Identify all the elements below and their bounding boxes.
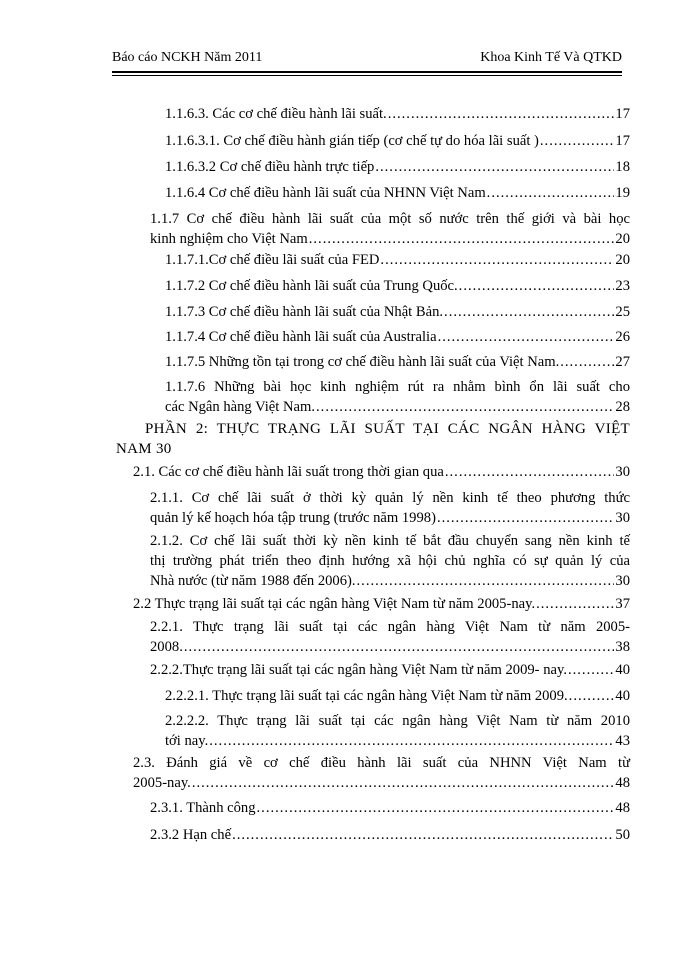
header-right-title: Khoa Kinh Tế Và QTKD: [480, 50, 622, 65]
toc-entry-title: Nhà nước (từ năm 1988 đến 2006).: [150, 573, 356, 589]
toc-entry-title: 1.1.6.4 Cơ chế điều hành lãi suất của NHNN Việt Nam: [165, 185, 486, 201]
toc-page-number: 17: [615, 106, 630, 122]
toc-entry[interactable]: [165, 157, 630, 177]
header-rule-thin: [112, 75, 622, 76]
toc-entry-title: 2.2.2.Thực trạng lãi suất tại các ngân hàng Việt Nam từ năm 2009- nay.: [150, 662, 567, 678]
toc-leader-dots: [437, 508, 614, 528]
toc-entry[interactable]: [150, 798, 630, 818]
toc-page-number: 40: [615, 688, 630, 704]
toc-leader-dots: [568, 660, 614, 680]
toc-entry[interactable]: [150, 660, 630, 680]
toc-leader-dots: [445, 462, 615, 482]
toc-entry-title: 1.1.6.3.1. Cơ chế điều hành gián tiếp (cơ chế tự do hóa lãi suất ): [165, 133, 539, 149]
toc-page-number: 20: [615, 231, 630, 247]
toc-page-number: 48: [615, 775, 630, 791]
toc-leader-dots: [232, 825, 614, 845]
toc-entry-title: 2.2.2.1. Thực trạng lãi suất tại các ngân hàng Việt Nam từ năm 2009.: [165, 688, 568, 704]
toc-entry-title: 1.1.6.3.2 Cơ chế điều hành trực tiếp: [165, 159, 375, 175]
header-rule: [112, 71, 622, 73]
toc-leader-dots: [316, 397, 614, 417]
toc-entry[interactable]: [165, 183, 630, 203]
toc-leader-dots: [375, 157, 614, 177]
toc-entry-title: 2005-nay.: [133, 775, 191, 791]
toc-entry-title: các Ngân hàng Việt Nam.: [165, 399, 316, 415]
toc-entry-title: quản lý kế hoạch hóa tập trung (trước năm 1998): [150, 510, 436, 526]
toc-entry[interactable]: [165, 686, 630, 706]
toc-entry-title: 1.1.7.2 Cơ chế điều hành lãi suất của Trung Quốc.: [165, 278, 458, 294]
toc-entry[interactable]: [165, 131, 630, 151]
toc-leader-dots: [257, 798, 615, 818]
toc-entry-title: 2.1. Các cơ chế điều hành lãi suất trong thời gian qua: [133, 464, 444, 480]
toc-entry-title-line: 2.1.2. Cơ chế lãi suất thời kỳ nền kinh tế bắt đầu chuyển sang nền kinh tế: [150, 533, 630, 549]
toc-leader-dots: [184, 637, 615, 657]
toc-part-heading[interactable]: [116, 419, 630, 459]
toc-entry-title: 2.2 Thực trạng lãi suất tại các ngân hàng Việt Nam từ năm 2005-nay.: [133, 596, 536, 612]
toc-leader-dots: [536, 594, 614, 614]
toc-entry-title: 1.1.6.3. Các cơ chế điều hành lãi suất.: [165, 106, 387, 122]
toc-entry[interactable]: [165, 302, 630, 322]
toc-entry[interactable]: [165, 250, 630, 270]
toc-leader-dots: [444, 302, 614, 322]
toc-page-number: 30: [615, 464, 630, 480]
toc-entry-title: 1.1.7.3 Cơ chế điều hành lãi suất của Nhật Bản.: [165, 304, 444, 320]
toc-entry-title: tới nay.: [165, 733, 209, 749]
toc-entry[interactable]: [150, 209, 630, 249]
toc-leader-dots: [569, 686, 615, 706]
toc-page-number: 40: [615, 662, 630, 678]
toc-entry[interactable]: [165, 377, 630, 417]
toc-leader-dots: [388, 104, 615, 124]
toc-entry-title-line: 1.1.7.6 Những bài học kinh nghiệm rút ra nhằm bình ổn lãi suất cho: [165, 379, 630, 395]
toc-leader-dots: [487, 183, 615, 203]
page-header: [112, 44, 622, 74]
toc-part-heading-line: NAM 30: [116, 441, 172, 457]
toc-leader-dots: [357, 571, 615, 591]
toc-leader-dots: [540, 131, 615, 151]
toc-page-number: 23: [615, 278, 630, 294]
toc-entry[interactable]: [165, 104, 630, 124]
toc-entry-title: 1.1.7.4 Cơ chế điều hành lãi suất của Australia: [165, 329, 437, 345]
toc-page-number: 28: [615, 399, 630, 415]
toc-page-number: 30: [615, 573, 630, 589]
toc-page-number: 17: [615, 133, 630, 149]
toc-page-number: 27: [615, 354, 630, 370]
toc-page-number: 26: [615, 329, 630, 345]
toc-entry-title-line: thị trường phát triển theo định hướng xã hội chủ nghĩa có sự quản lý của: [150, 553, 630, 569]
toc-entry[interactable]: [165, 276, 630, 296]
toc-part-heading-line: PHẦN 2: THỰC TRẠNG LÃI SUẤT TẠI CÁC NGÂN HÀNG VIỆT: [145, 421, 630, 437]
toc-page-number: 38: [615, 639, 630, 655]
toc-entry-title: 1.1.7.5 Những tồn tại trong cơ chế điều hành lãi suất của Việt Nam.: [165, 354, 560, 370]
toc-entry[interactable]: [133, 462, 630, 482]
toc-leader-dots: [209, 731, 614, 751]
toc-entry-title: kinh nghiệm cho Việt Nam: [150, 231, 308, 247]
toc-page-number: 50: [615, 827, 630, 843]
toc-entry[interactable]: [165, 352, 630, 372]
toc-leader-dots: [380, 250, 614, 270]
toc-entry[interactable]: [150, 617, 630, 657]
toc-entry-title-line: 2.1.1. Cơ chế lãi suất ở thời kỳ quản lý nền kinh tế theo phương thức: [150, 490, 630, 506]
toc-page-number: 25: [615, 304, 630, 320]
toc-page-number: 43: [615, 733, 630, 749]
toc-entry-title: 2.3.2 Hạn chế: [150, 827, 232, 843]
toc-page-number: 18: [615, 159, 630, 175]
toc-leader-dots: [309, 229, 615, 249]
toc-entry[interactable]: [133, 594, 630, 614]
toc-leader-dots: [560, 352, 614, 372]
toc-page-number: 30: [615, 510, 630, 526]
toc-leader-dots: [459, 276, 615, 296]
toc-entry[interactable]: [165, 711, 630, 751]
toc-entry-title: 1.1.7.1.Cơ chế điều lãi suất của FED: [165, 252, 380, 268]
toc-page-number: 37: [615, 596, 630, 612]
toc-entry[interactable]: [133, 753, 630, 793]
toc-page-number: 19: [615, 185, 630, 201]
toc-page-number: 20: [615, 252, 630, 268]
header-left-title: Báo cáo NCKH Năm 2011: [112, 50, 263, 65]
toc-entry-title-line: 2.2.1. Thực trạng lãi suất tại các ngân hàng Việt Nam từ năm 2005-: [150, 619, 630, 635]
toc-entry[interactable]: [165, 327, 630, 347]
toc-entry-title-line: 1.1.7 Cơ chế điều hành lãi suất của một số nước trên thế giới và bài học: [150, 211, 630, 227]
toc-entry[interactable]: [150, 825, 630, 845]
toc-leader-dots: [192, 773, 615, 793]
toc-entry-title: 2.3.1. Thành công: [150, 800, 256, 816]
toc-leader-dots: [438, 327, 615, 347]
toc-entry[interactable]: [150, 531, 630, 591]
toc-entry[interactable]: [150, 488, 630, 528]
toc-page-number: 48: [615, 800, 630, 816]
toc-entry-title-line: 2.2.2.2. Thực trạng lãi suất tại các ngân hàng Việt Nam từ năm 2010: [165, 713, 630, 729]
toc-entry-title: 2008.: [150, 639, 183, 655]
toc-entry-title-line: 2.3. Đánh giá về cơ chế điều hành lãi suất của NHNN Việt Nam từ: [133, 755, 630, 771]
